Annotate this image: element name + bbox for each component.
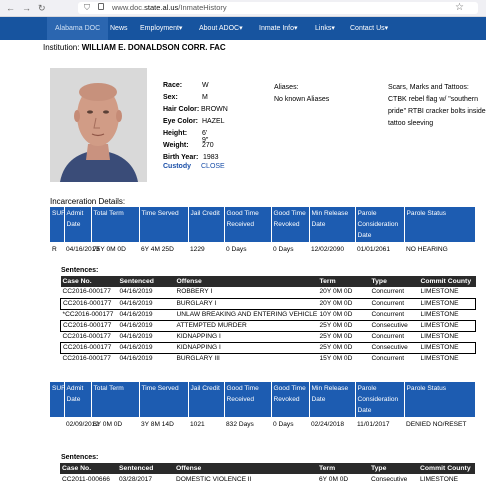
incarceration-cell: 01/01/2061 <box>357 246 391 253</box>
sentence-cell: Concurrent <box>371 332 405 340</box>
column-header: Term <box>318 276 370 287</box>
attribute-value: HAZEL <box>202 118 225 125</box>
sentence-cell: Consecutive <box>371 475 408 483</box>
sentence-cell: Consecutive <box>370 342 419 353</box>
sentence-cell: 15Y 0M 0D <box>319 354 353 362</box>
sentence-cell: 25Y 0M 0D <box>318 320 370 331</box>
sentence-cell: 04/16/2019 <box>118 342 175 353</box>
column-header: Good Time Received <box>224 382 271 417</box>
sentences-title: Sentences: <box>61 267 99 274</box>
incarceration-cell: 12/02/2090 <box>311 246 345 253</box>
sentence-cell: 04/16/2019 <box>119 332 153 340</box>
scars-label: Scars, Marks and Tattoos: <box>388 84 469 91</box>
sentence-cell: 03/28/2017 <box>119 475 153 483</box>
incarceration-cell <box>50 417 64 432</box>
incarceration-cell: DENIED NO/RESET <box>406 421 467 428</box>
attribute-row <box>163 106 228 113</box>
back-arrow-icon[interactable]: ← <box>6 3 15 13</box>
sentences-table <box>60 463 475 485</box>
sentence-cell: 20Y 0M 0D <box>318 298 370 309</box>
attribute-value: 6' 9" <box>202 130 209 144</box>
incarceration-cell: 6Y 4M 25D <box>141 246 174 253</box>
nav-item-inmate-info[interactable]: Inmate Info▾ <box>259 25 298 32</box>
nav-item-contact-us[interactable]: Contact Us▾ <box>350 25 389 32</box>
sentence-cell: DOMESTIC VIOLENCE II <box>176 475 252 483</box>
column-header: Jail Credit <box>188 207 224 242</box>
column-header: SUF <box>50 207 64 242</box>
column-header: Sentenced <box>117 463 174 474</box>
sentence-cell: CC2016-000177 <box>62 354 111 362</box>
column-header: Case No. <box>61 276 118 287</box>
incarceration-row <box>50 417 475 432</box>
sentences-title: Sentences: <box>61 454 99 461</box>
sentence-cell: CC2016-000177 <box>62 288 111 296</box>
aliases-block <box>274 82 329 106</box>
incarceration-cell: 1021 <box>190 421 205 428</box>
sentence-cell: LIMESTONE <box>419 342 476 353</box>
sentence-cell: 04/16/2019 <box>119 288 153 296</box>
sentence-cell: CC2016-000177 <box>61 320 118 331</box>
nav-item-about-adoc[interactable]: About ADOC▾ <box>199 25 243 32</box>
sentence-row <box>61 331 476 342</box>
column-header: Time Served <box>139 382 188 417</box>
attribute-value: BROWN <box>201 106 228 113</box>
column-header: Offense <box>174 463 317 474</box>
attribute-row <box>163 118 225 125</box>
sentence-cell: BURGLARY III <box>176 354 220 362</box>
browser-toolbar <box>0 0 486 17</box>
sentence-cell: Consecutive <box>370 320 419 331</box>
incarceration-cell: NO HEARING <box>406 246 448 253</box>
attribute-value: M <box>202 94 208 101</box>
sentence-row <box>61 320 476 331</box>
nav-item-links[interactable]: Links▾ <box>315 25 335 32</box>
sentence-cell: Concurrent <box>371 354 405 362</box>
attribute-value: W <box>202 82 209 89</box>
column-header: Parole Consideration Date <box>355 207 404 242</box>
column-header: Type <box>370 276 419 287</box>
column-header: Type <box>369 463 418 474</box>
sentence-row <box>61 287 476 298</box>
column-header: Commit County <box>419 276 476 287</box>
incarceration-cell: 6Y 0M 0D <box>93 421 123 428</box>
incarceration-cell: 1229 <box>190 246 205 253</box>
attribute-label: Sex: <box>163 94 178 101</box>
incarceration-cell: 0 Days <box>273 421 294 428</box>
column-header: Good Time Revoked <box>271 382 309 417</box>
scars-block <box>388 82 486 130</box>
sentence-cell: BURGLARY I <box>175 298 318 309</box>
column-header: Time Served <box>139 207 188 242</box>
attribute-label: Hair Color: <box>163 106 200 113</box>
sentence-cell: CC2016-000177 <box>62 332 111 340</box>
column-header: Term <box>317 463 369 474</box>
column-header: Admit Date <box>64 207 91 242</box>
scars-value: CTBK rebel flag w/ "southern pride" RTBI cracker bolts inside tattoo sleeving <box>388 96 486 127</box>
sentence-cell: CC2016-000177 <box>61 342 118 353</box>
nav-item-employment[interactable]: Employment▾ <box>140 25 183 32</box>
incarceration-title: Incarceration Details: <box>50 197 126 206</box>
column-header: Admit Date <box>64 382 91 417</box>
attribute-label: Birth Year: <box>163 154 199 161</box>
sentence-cell: 10Y 0M 0D <box>319 310 353 318</box>
sentence-cell: KIDNAPPING I <box>175 342 318 353</box>
sentence-cell: *CC2016-000177 <box>62 310 114 318</box>
sentence-cell: 25Y 0M 0D <box>319 332 353 340</box>
incarceration-cell: 11/01/2017 <box>357 421 390 428</box>
incarceration-header-row <box>50 207 475 242</box>
sentence-cell: 04/16/2019 <box>118 298 175 309</box>
attribute-row <box>163 82 209 89</box>
sentence-cell: 04/16/2019 <box>118 320 175 331</box>
column-header: Good Time Revoked <box>271 207 309 242</box>
incarceration-cell: 04/16/2019 <box>66 246 100 253</box>
sentence-cell: 6Y 0M 0D <box>319 475 349 483</box>
incarceration-cell: 02/24/2018 <box>311 421 345 428</box>
sentence-cell: Concurrent <box>370 298 419 309</box>
sentence-cell: ROBBERY I <box>176 288 213 296</box>
sentences-header-row <box>60 463 475 474</box>
attribute-row <box>163 130 209 144</box>
incarceration-cell: 0 Days <box>273 246 294 253</box>
attribute-row <box>163 142 214 149</box>
sentence-cell: LIMESTONE <box>419 298 476 309</box>
attribute-row <box>163 94 208 101</box>
sentence-cell: LIMESTONE <box>420 332 459 340</box>
inmate-photo <box>50 68 147 182</box>
sentence-cell: LIMESTONE <box>420 310 459 318</box>
sentences-table <box>60 276 476 364</box>
incarceration-header-row <box>50 382 475 417</box>
reload-icon[interactable]: ↻ <box>38 3 46 13</box>
column-header: Parole Status <box>404 382 475 417</box>
shield-icon[interactable]: ⛉ <box>84 3 90 12</box>
aliases-label: Aliases: <box>274 84 299 91</box>
column-header: Jail Credit <box>188 382 224 417</box>
sentence-cell: KIDNAPPING I <box>176 332 221 340</box>
custody-value: CLOSE <box>201 163 225 170</box>
sentence-row <box>61 309 476 320</box>
aliases-value: No known Aliases <box>274 96 330 103</box>
incarceration-cell: 0 Days <box>226 246 247 253</box>
incarceration-cell: 3Y 8M 14D <box>141 421 174 428</box>
sentence-cell: ATTEMPTED MURDER <box>175 320 318 331</box>
main-nav <box>0 17 486 40</box>
attribute-label: Weight: <box>163 142 189 149</box>
attribute-label: Race: <box>163 82 183 89</box>
sentence-cell: LIMESTONE <box>420 475 458 483</box>
sentence-cell: 04/16/2019 <box>119 354 153 362</box>
incarceration-table <box>50 382 476 432</box>
column-header: Sentenced <box>118 276 175 287</box>
sentence-cell: CC2016-000177 <box>61 298 118 309</box>
column-header: Min Release Date <box>309 382 355 417</box>
column-header: Good Time Received <box>224 207 271 242</box>
column-header: Parole Consideration Date <box>355 382 404 417</box>
forward-arrow-icon[interactable]: → <box>22 3 31 13</box>
nav-item-news[interactable]: News <box>110 25 128 32</box>
sentence-cell: LIMESTONE <box>420 288 459 296</box>
column-header: Total Term <box>91 207 139 242</box>
column-header: Total Term <box>91 382 139 417</box>
institution-label: Institution: <box>43 43 80 52</box>
sentence-cell: Concurrent <box>371 310 405 318</box>
sentence-cell: LIMESTONE <box>420 354 459 362</box>
attribute-label: Eye Color: <box>163 118 199 125</box>
incarceration-row <box>50 242 475 257</box>
incarceration-cell: 832 Days <box>226 421 254 428</box>
column-header: Min Release Date <box>309 207 355 242</box>
column-header: Case No. <box>60 463 117 474</box>
incarceration-cell: 02/09/2012 <box>66 421 100 428</box>
incarceration-table <box>50 207 476 257</box>
attribute-row <box>163 154 219 161</box>
nav-item-alabama-doc[interactable]: Alabama DOC <box>47 17 108 40</box>
sentence-cell: 04/16/2019 <box>119 310 153 318</box>
custody-label: Custody <box>163 163 191 170</box>
column-header: SUF <box>50 382 64 417</box>
attribute-value: 1983 <box>203 154 219 161</box>
attribute-label: Height: <box>163 130 188 137</box>
sentence-cell: UNLAW BREAKING AND ENTERING VEHICLE <box>176 310 318 318</box>
institution-name: WILLIAM E. DONALDSON CORR. FAC <box>81 43 226 52</box>
column-header: Parole Status <box>404 207 475 242</box>
column-header: Offense <box>175 276 318 287</box>
sentence-row <box>61 298 476 309</box>
sentence-row <box>60 474 475 485</box>
sentence-cell: LIMESTONE <box>419 320 476 331</box>
sentence-cell: CC2011-000666 <box>62 475 110 483</box>
bookmark-star-icon[interactable]: ☆ <box>455 2 464 13</box>
attribute-value: 270 <box>202 142 214 149</box>
url-text[interactable]: www.doc.state.al.us/InmateHistory <box>112 3 227 12</box>
incarceration-cell: R <box>52 246 57 253</box>
sentences-header-row <box>61 276 476 287</box>
sentence-cell: 20Y 0M 0D <box>319 288 353 296</box>
institution-line <box>43 43 226 52</box>
sentence-row <box>61 353 476 364</box>
column-header: Commit County <box>418 463 475 474</box>
lock-icon[interactable] <box>98 3 104 10</box>
sentence-cell: 25Y 0M 0D <box>318 342 370 353</box>
sentence-cell: Concurrent <box>371 288 405 296</box>
incarceration-cell: 75Y 0M 0D <box>93 246 126 253</box>
sentence-row <box>61 342 476 353</box>
